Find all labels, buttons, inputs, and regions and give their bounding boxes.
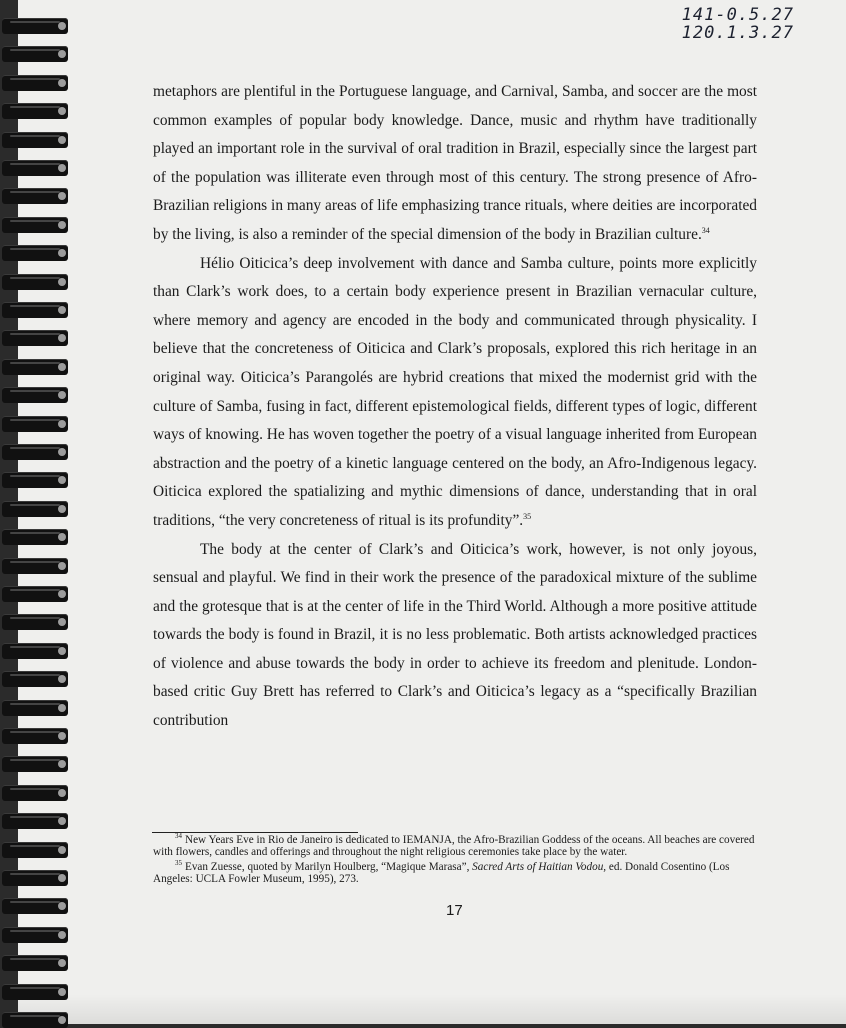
spiral-binding [0, 0, 72, 1024]
binding-hole [58, 79, 66, 87]
footnote-text-before: Evan Zuesse, quoted by Marilyn Houlberg, “Magique Marasa”, [185, 861, 473, 874]
footnote-ref-35: 35 [523, 511, 532, 521]
footnote-ref-34: 34 [701, 225, 710, 235]
binding-hole [58, 874, 66, 882]
binding-hole [58, 789, 66, 797]
binding-hole [58, 988, 66, 996]
binding-hole [58, 448, 66, 456]
binding-hole [58, 136, 66, 144]
binding-hole [58, 306, 66, 314]
binding-hole [58, 278, 66, 286]
binding-hole [58, 420, 66, 428]
handwritten-note [682, 6, 794, 42]
paragraph-text: metaphors are plentiful in the Portuguese language, and Carnival, Samba, and soccer are the most common examples of popular body knowledge. Dance, music and rhythm have traditionally played an important role in the survival of oral tradition in Brazil, especially since the largest part of the population was illiterate even through most of this century. The strong presence of Afro-Brazilian religions in many areas of life emphasizing trance rituals, where deities are incorporated by the living, is also a reminder of the special dimension of the body in Brazilian culture. [153, 83, 757, 243]
binding-hole [58, 846, 66, 854]
paragraph-2 [153, 250, 757, 536]
binding-hole [58, 221, 66, 229]
handwritten-note-line1: 141-0.5.27 [681, 5, 794, 25]
binding-hole [58, 704, 66, 712]
binding-hole [58, 562, 66, 570]
footnote-text: New Years Eve in Rio de Janeiro is dedicated to IEMANJA, the Afro-Brazilian Goddess of the oceans. All beaches are covered with flowers, candles and offerings and throughout the night religious ceremonies take place by the water. [153, 834, 755, 858]
footnote-divider [152, 832, 358, 833]
binding-hole [58, 1016, 66, 1024]
footnote-35 [153, 859, 755, 885]
footnote-title-italic: Sacred Arts of Haitian Vodou, [472, 861, 607, 874]
paragraph-1 [153, 78, 757, 250]
footnote-mark: 34 [175, 832, 182, 841]
binding-hole [58, 931, 66, 939]
paragraph-text: Hélio Oiticica’s deep involvement with dance and Samba culture, points more explicitly than Clark’s work does, to a certain body experience present in Brazilian vernacular culture, where memory and agency are encoded in the body and communicated through physicality. I believe that the concreteness of Oiticica and Clark’s proposals, explored this rich heritage in an original way. Oiticica’s Parangolés are hybrid creations that mixed the modernist grid with the culture of Samba, fusing in fact, different epistemological fields, different types of logic, different ways of knowing. He has woven together the poetry of a visual language inherited from European abstraction and the poetry of a kinetic language centered on the body, an Afro-Indigenous legacy. Oiticica explored the spatializing and mythic dimensions of dance, understanding that in oral traditions, “the very concreteness of ritual is its profundity”. [153, 254, 757, 529]
footnote-mark: 35 [175, 859, 182, 868]
page-number: 17 [446, 902, 463, 919]
binding-hole [58, 22, 66, 30]
body-text [153, 78, 757, 736]
footnote-text-after: ed. Donald Cosentino (Los Angeles: UCLA Fowler Museum, 1995), 273. [153, 861, 730, 885]
binding-hole [58, 647, 66, 655]
handwritten-note-line2: 120.1.3.27 [681, 23, 794, 43]
binding-hole [58, 590, 66, 598]
paragraph-text: The body at the center of Clark’s and Oiticica’s work, however, is not only joyous, sensual and playful. We find in their work the presence of the paradoxical mixture of the sublime and the grotesque that is at the center of life in the Third World. Although a more positive attitude towards the body is found in Brazil, it is no less problematic. Both artists acknowledged practices of violence and abuse towards the body in order to achieve its freedom and plenitude. London-based critic Guy Brett has referred to Clark’s and Oiticica’s legacy as a “specifically Brazilian contribution [153, 540, 757, 730]
binding-hole [58, 363, 66, 371]
binding-hole [58, 732, 66, 740]
footnote-34 [153, 832, 755, 858]
paragraph-3 [153, 536, 757, 736]
binding-hole [58, 505, 66, 513]
binding-hole [58, 164, 66, 172]
page-shadow [18, 994, 846, 1024]
footnotes [153, 832, 755, 889]
